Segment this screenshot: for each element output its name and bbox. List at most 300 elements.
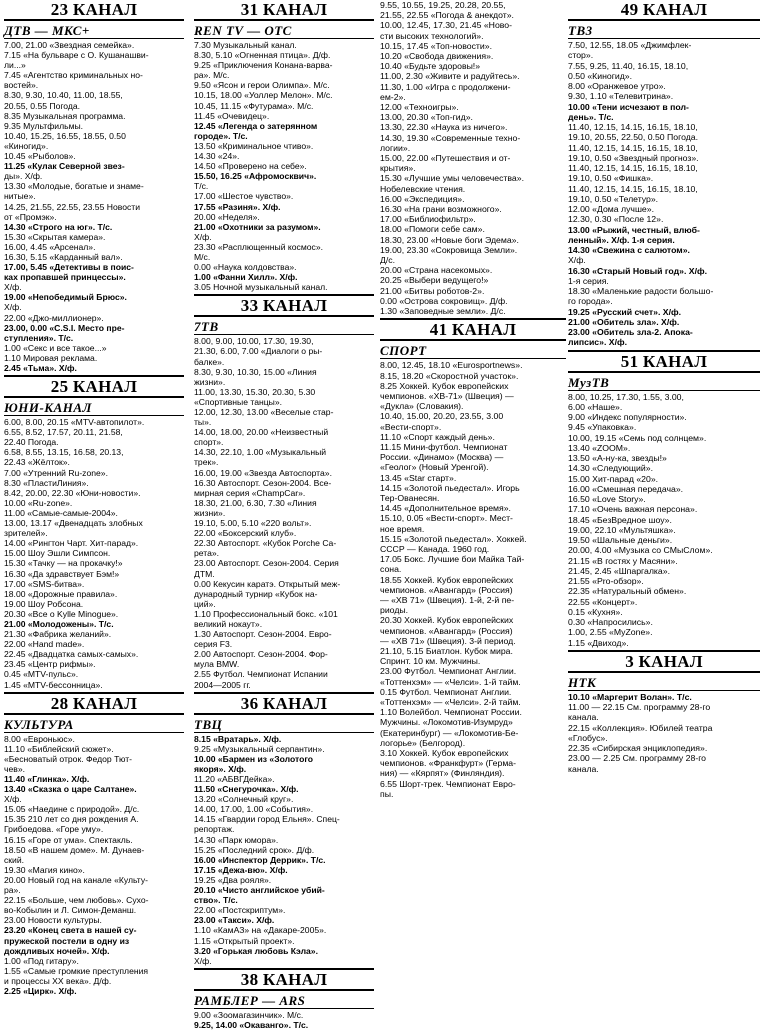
network-name: СПОРТ	[380, 344, 566, 359]
program-line: 16.30 «На грани возможного».	[380, 204, 502, 215]
program-line: 22.30 Автоспорт. «Кубок Porche Ca-	[194, 538, 337, 549]
program-line: канала.	[568, 763, 599, 774]
program-line: 11.40, 12.15, 14.15, 16.15, 18.10,	[568, 142, 698, 153]
program-line: 11.15 Мини-футбол. Чемпионат	[380, 441, 508, 452]
program-line: 14.45 «Дополнительное время».	[380, 503, 511, 514]
program-line: 15.00 Шоу Эшли Симпсон.	[4, 548, 111, 559]
program-line: 1.10 Волейбол. Чемпионат России.	[380, 707, 522, 718]
program-line: 20.00 «Страна насекомых».	[380, 265, 493, 276]
program-line: 19.00, 23.30 «Сокровища Земли».	[380, 244, 518, 255]
program-line: Т/с.	[194, 181, 209, 192]
program-line: ках пропавшей принцессы».	[4, 272, 126, 283]
program-line: 12.00 «Дома лучше».	[568, 204, 655, 214]
channel-section	[4, 375, 184, 690]
program-line: 10.00 «Тени исчезают в пол-	[568, 101, 689, 112]
program-line: 23.00 Футбол. Чемпионат Англии.	[380, 666, 517, 677]
network-name: ЮНИ-КАНАЛ	[4, 401, 184, 416]
program-line: 15.25 «Последний срок». Д/ф.	[194, 844, 315, 855]
program-line: 10.20 «Свобода движения».	[380, 51, 494, 62]
program-line: 1.10 «КамАЗ» на «Дакаре-2005».	[194, 925, 327, 936]
program-line: 14.00, 18.00, 20.00 «Неизвестный	[194, 427, 329, 438]
program-line: 19.25 «Русский счет». Х/ф.	[568, 306, 682, 317]
program-line: 1.10 Мировая реклама.	[4, 352, 98, 363]
program-line: Х/ф.	[194, 955, 212, 966]
program-line: 19.00, 22.10 «Мультяшка».	[568, 524, 676, 535]
program-line: 1.30 «Заповедные земли». Д/с.	[380, 306, 506, 317]
program-line: 10.00 «Бармен из «Золотого	[194, 753, 314, 764]
program-line: 19.25 «Два рояля».	[194, 874, 272, 885]
column-2	[194, 0, 374, 1030]
program-line: 2004—2005 гг.	[194, 679, 251, 690]
program-line: «Вести-спорт».	[380, 421, 442, 432]
program-line: Грибоедова. «Горе уму».	[4, 824, 104, 835]
program-line: востей».	[4, 80, 39, 91]
program-line: 11.25 «Кулак Северной звез-	[4, 161, 125, 172]
program-line: ступления». Т/с.	[4, 332, 74, 343]
program-line: 17.10 «Очень важная персона».	[568, 504, 698, 515]
program-line: 18.45 «БезВредное шоу».	[568, 514, 672, 525]
program-line: «Спортивные танцы».	[194, 396, 283, 407]
program-line: сти высоких технологий».	[380, 30, 484, 41]
program-line: 22.00 «Hand made».	[4, 639, 85, 650]
program-line: ДТМ.	[194, 568, 215, 579]
program-line: 13.30 «Молодые, богатые и знаме-	[4, 181, 144, 192]
program-line: 1-я серия.	[568, 275, 609, 286]
program-line: 13.00, 20.30 «Топ-гид».	[380, 112, 473, 123]
program-line: 22.55 «Концерт».	[568, 596, 638, 607]
program-line: ра».	[4, 885, 21, 896]
program-line: 23.30 «Расплющенный космос».	[194, 241, 324, 252]
program-line: 15.50, 16.25 «Афромосквич».	[194, 171, 317, 182]
program-line: 13.50 «Криминальное чтиво».	[194, 140, 314, 151]
program-line: стор».	[568, 50, 594, 61]
program-line: 14.30 «Следующий».	[568, 463, 653, 474]
program-line: 9.25 «Приключения Конана-варва-	[194, 60, 333, 71]
program-line: 0.00 «Наука колдовства».	[194, 262, 297, 273]
program-line: 7.50, 12.55, 18.05 «Джимфлек-	[568, 40, 692, 50]
network-name: 7ТВ	[194, 320, 374, 335]
program-line: балке».	[194, 356, 225, 367]
program-line: дународный турнир «Кубок на-	[194, 588, 318, 599]
program-line: 11.00 «Самые-самые-2004».	[4, 507, 118, 518]
program-line: риоды.	[380, 605, 409, 616]
program-line: спорт».	[194, 437, 224, 448]
program-line: 18.30, 21.00, 6.30, 7.30 «Линия	[194, 497, 317, 508]
program-line: 16.30 «Да здравствует Бэм!»	[4, 568, 120, 579]
program-line: рета».	[194, 548, 220, 559]
program-line: ленный». Х/ф. 1-я серия.	[568, 234, 675, 245]
network-name: ТВЦ	[194, 718, 374, 733]
program-line: 8.00, 12.45, 18.10 «Eurosportnews».	[380, 360, 523, 371]
channel-header: 33 КАНАЛ	[194, 294, 374, 317]
program-line: 16.00, 19.00 «Звезда Автоспорта».	[194, 467, 332, 478]
program-line: пы.	[380, 788, 394, 799]
program-line: 1.00 «Секс и все такое...»	[4, 342, 107, 353]
program-line: 23.00 Новости культуры.	[4, 915, 102, 926]
program-line: 1.55 «Самые громкие преступления	[4, 965, 149, 976]
program-line: 19.00 «Непобедимый Брюс».	[4, 292, 127, 303]
program-line: 11.45 «Очевидец».	[194, 110, 270, 121]
program-line: мирная серия «ChampCar».	[194, 487, 306, 498]
column-1	[4, 0, 184, 996]
program-line: крытия».	[380, 163, 416, 174]
program-line: 21.30 «Фабрика желаний».	[4, 629, 112, 640]
channel-header: 38 КАНАЛ	[194, 968, 374, 991]
program-line: 9.45 «Упаковка».	[568, 422, 637, 433]
program-line: 19.00 Шоу Робсона.	[4, 598, 84, 609]
column-4	[568, 0, 760, 774]
program-line: го города».	[568, 296, 613, 307]
program-line: великий нокаут».	[194, 618, 263, 629]
program-line: 22.35 «Натуральный обмен».	[568, 586, 687, 597]
program-line: 9.30, 1.10 «Телевитрина».	[568, 91, 674, 102]
program-line: СССР — Канада. 1960 год.	[380, 543, 490, 554]
program-line: 10.40, 15.25, 16.55, 18.55, 0.50	[4, 130, 126, 141]
program-line: 8.30, 9.30, 10.40, 11.00, 18.55,	[4, 90, 123, 101]
program-line: Х/ф.	[4, 282, 22, 293]
program-line: — «ХВ 71» (Швеция). 3-й период.	[380, 635, 516, 646]
channel-header: 3 КАНАЛ	[568, 650, 760, 673]
program-line: чев».	[4, 763, 25, 774]
channel-header: 23 КАНАЛ	[4, 0, 184, 21]
program-line: 11.40, 12.15, 14.15, 16.15, 18.10,	[568, 163, 698, 173]
channel-header: 49 КАНАЛ	[568, 0, 760, 21]
program-line: 20.00 «Неделя».	[194, 211, 260, 222]
program-line: 3.10 Хоккей. Кубок европейских	[380, 748, 509, 759]
program-line: 8.15, 18.20 «Скоростной участок».	[380, 370, 519, 381]
program-line: 18.30 «Маленькие радости большо-	[568, 286, 714, 296]
program-line: 16.30 «Старый Новый год». Х/ф.	[568, 265, 708, 276]
program-line: 19.50 «Шальные деньги».	[568, 535, 673, 545]
program-line: логорье» (Белгород).	[380, 737, 466, 748]
program-line: 18.00 «Помоги себе сам».	[380, 224, 485, 235]
program-line: чемпионов. «Франкфурт» (Герма-	[380, 758, 517, 769]
program-line: 14.50 «Проверено на себе».	[194, 161, 307, 172]
program-line: 14.30, 19.30 «Современные техно-	[380, 132, 521, 143]
program-line: 14.15 «Золотой пьедестал». Игорь	[380, 482, 520, 493]
program-line: 10.40 «Будьте здоровы!»	[380, 61, 481, 72]
program-line: ты».	[194, 417, 212, 428]
channel-section	[194, 692, 374, 966]
program-line: 12.30, 0.30 «После 12».	[568, 214, 664, 225]
program-line: 11.40, 12.15, 14.15, 16.15, 18.10,	[568, 122, 698, 132]
program-line: 8.00, 9.00, 10.00, 17.30, 19.30,	[194, 336, 314, 347]
program-line: 11.10 «Спорт каждый день».	[380, 431, 495, 442]
program-line: Х/ф.	[4, 794, 22, 805]
program-line: 14.00 «Рингтон Чарт. Хит-парад».	[4, 538, 139, 549]
program-line: 9.50 «Ясон и герои Олимпа». М/с.	[194, 80, 330, 91]
program-line: 0.45 «MTV-пульс».	[4, 669, 79, 680]
program-line: 9.25 «Музыкальный серпантин».	[194, 743, 325, 754]
program-line: ем-2».	[380, 91, 406, 102]
channel-section	[194, 294, 374, 689]
program-line: 10.15, 18.00 «Уоллер Мелон». М/с.	[194, 90, 333, 101]
program-line: 20.30 «Все о Kylle Minogue».	[4, 608, 119, 619]
program-line: 20.00, 4.00 «Музыка со СМыСлом».	[568, 545, 713, 556]
program-line: 21.45, 2.45 «Шпаргалка».	[568, 565, 670, 576]
network-name: REN TV — ОТС	[194, 24, 374, 39]
program-line: 1.00, 2.55 «MyZone».	[568, 627, 653, 638]
program-line: 7.55, 9.25, 11.40, 16.15, 18.10,	[568, 60, 689, 71]
program-line: 10.00, 12.45, 17.30, 21.45 «Ново-	[380, 20, 513, 31]
program-line: 16.00 «Инспектор Деррик». Т/с.	[194, 854, 326, 865]
program-line: мула BMW.	[194, 659, 240, 670]
program-line: 2.45 «Тьма». Х/ф.	[4, 363, 77, 373]
program-line: 10.45, 11.15 «Футурама». М/с.	[194, 100, 314, 111]
program-line: 9.55, 10.55, 19.25, 20.28, 20.55,	[380, 0, 506, 10]
program-line: 22.40 Погода.	[4, 437, 59, 448]
channel-section	[194, 968, 374, 1030]
program-line: 13.45 «Star старт».	[380, 472, 457, 483]
program-line: 0.50 «Киногид».	[568, 70, 633, 81]
program-line: 10.45 «Рыболов».	[4, 151, 76, 162]
program-line: 21.10, 5.15 Биатлон. Кубок мира.	[380, 645, 513, 656]
program-line: 11.20 «АБВГДейка».	[194, 774, 275, 784]
program-line: 6.00 «Наше».	[568, 401, 623, 412]
program-line: 16.50 «Love Story».	[568, 494, 646, 504]
channel-section	[568, 350, 760, 648]
program-line: 19.10, 20.55, 22.50, 0.50 Погода.	[568, 132, 699, 143]
program-line: 21.00 «Молодожены». Т/с.	[4, 618, 114, 629]
program-line: 6.55 Шорт-трек. Чемпионат Евро-	[380, 778, 516, 789]
program-line: 14.15 «Гвардии город Ельня». Спец-	[194, 814, 340, 825]
program-line: России. «Динамо» (Москва) —	[380, 452, 504, 463]
program-line: 13.30, 22.30 «Наука из ничего».	[380, 122, 508, 133]
program-line: 15.30 «Лучшие умы человечества».	[380, 173, 525, 184]
program-line: 8.35 Музыкальная программа.	[4, 110, 126, 121]
program-line: 21.00 «Обитель зла». Х/ф.	[568, 316, 680, 327]
program-line: 15.15 «Золотой пьедестал». Хоккей.	[380, 533, 527, 544]
program-line: 7.00, 21.00 «Звездная семейка».	[4, 40, 135, 50]
channel-section	[568, 650, 760, 774]
program-line: 1.45 «MTV-бессонница».	[4, 679, 103, 690]
program-line: чемпионов. «Авангард» (Россия)	[380, 584, 513, 595]
column-3	[380, 0, 566, 799]
network-name: РАМБЛЕР — ARS	[194, 994, 374, 1009]
program-line: (Екатеринбург) — «Локомотив-Бе-	[380, 727, 519, 738]
program-line: «Бесноватый отрок. Федор Тют-	[4, 753, 133, 764]
channel-header: 25 КАНАЛ	[4, 375, 184, 398]
program-line: 7.30 Музыкальный канал.	[194, 40, 297, 50]
network-name: МузТВ	[568, 376, 760, 391]
program-line: 8.30, 5.10 «Огненная птица». Д/ф.	[194, 50, 331, 61]
network-name: НТК	[568, 676, 760, 691]
program-line: 14.30, 22.10, 1.00 «Музыкальный	[194, 447, 327, 458]
program-line: ство». Т/с.	[194, 895, 238, 906]
program-line: 9.25, 14.00 «Окаванго». Т/с.	[194, 1019, 309, 1030]
program-line: 2.00 Автоспорт. Сезон-2004. Фор-	[194, 649, 328, 660]
program-line: чемпионов. «ХВ-71» (Швеция) —	[380, 390, 514, 401]
program-line: «Киногид».	[4, 140, 49, 151]
program-line: 6.58, 8.55, 13.15, 16.58, 20.13,	[4, 447, 124, 458]
program-line: 21.55 «Pro-обзор».	[568, 576, 644, 586]
program-line: 8.00 «Евроньюс».	[4, 733, 75, 744]
program-line: 13.40 «ZOOM».	[568, 442, 631, 453]
program-line: 23.00, 0.00 «C.S.I. Место пре-	[4, 322, 125, 333]
program-line: 21.00 «Битвы роботов-2».	[380, 285, 485, 296]
channel-header: 51 КАНАЛ	[568, 350, 760, 373]
program-line: 8.30 «ПластиЛиния».	[4, 477, 89, 488]
program-line: «Дукла» (Словакия).	[380, 401, 464, 412]
program-line: 2.25 «Цирк». Х/ф.	[4, 985, 77, 996]
program-line: 19.10, 0.50 «Фишка».	[568, 173, 654, 184]
program-line: 22.15 «Больше, чем любовь». Сухо-	[4, 895, 149, 906]
program-line: 19.10, 0.50 «Телетур».	[568, 193, 659, 204]
program-line: 8.42, 20.00, 22.30 «Юни-новости».	[4, 487, 141, 498]
program-line: 14.30 «24».	[194, 151, 240, 162]
program-line: 12.00 «Техноигры».	[380, 102, 459, 113]
program-line: Х/ф.	[194, 231, 212, 242]
program-line: 15.00 Хит-парад «20».	[568, 473, 659, 484]
program-line: 22.35 «Сибирская энциклопедия».	[568, 743, 708, 753]
program-line: зрителей».	[4, 528, 48, 539]
network-name: КУЛЬТУРА	[4, 718, 184, 733]
program-line: «Тоттенхэм» — «Челси». 1-й тайм.	[380, 676, 521, 687]
program-line: Д/с.	[380, 255, 396, 266]
program-line: 6.00, 8.00, 20.15 «MTV-автопилот».	[4, 417, 145, 428]
program-line: 13.40 «Сказка о царе Салтане».	[4, 784, 137, 795]
program-line: 22.45 «Двадцатка самых-самых».	[4, 649, 139, 660]
program-line: 14.30 «Строго на юг». Т/с.	[4, 221, 113, 232]
program-line: 13.20 «Солнечный круг».	[194, 794, 294, 805]
program-line: 22.15 «Коллекция». Юбилей театра	[568, 722, 713, 733]
program-line: Мужчины. «Локомотив-Изумруд»	[380, 717, 513, 728]
program-line: 0.00 Кекусин каратэ. Открытый меж-	[194, 578, 341, 589]
program-line: 12.00, 12.30, 13.00 «Веселые стар-	[194, 407, 334, 417]
program-line: 23.00 Автоспорт. Сезон-2004. Серия	[194, 558, 339, 569]
program-line: 19.30 «Магия кино».	[4, 864, 85, 875]
program-line: сона.	[380, 564, 402, 575]
program-line: 7.00 «Утренний Ru-zone».	[4, 467, 108, 478]
program-line: 17.00 «SMS-битва».	[4, 578, 85, 589]
channel-section	[4, 0, 184, 373]
program-line: 19.10, 5.00, 5.10 «220 вольт».	[194, 518, 312, 529]
program-line: 11.30, 1.00 «Игра с продолжени-	[380, 81, 511, 92]
program-line: «Геолог» (Новый Уренгой).	[380, 462, 489, 473]
program-line: Тер-Ованесян.	[380, 492, 440, 503]
program-line: 11.00 — 22.15 См. программу 28-го	[568, 702, 711, 712]
program-line: 11.50 «Снегурочка». Х/ф.	[194, 784, 299, 795]
program-line: 15.10, 0.05 «Вести-спорт». Мест-	[380, 513, 513, 524]
program-line: 0.30 «Напросились».	[568, 617, 653, 627]
program-line: 23.20 «Конец света в нашей су-	[4, 925, 137, 936]
program-line: 17.55 «Разиня». Х/ф.	[194, 201, 281, 212]
program-line: 16.00 «Смешная передача».	[568, 483, 684, 494]
program-line: 0.15 «Кухня».	[568, 606, 623, 617]
program-line: 20.10 «Чисто английское убий-	[194, 885, 325, 896]
program-line: 0.00 «Острова сокровищ». Д/ф.	[380, 295, 508, 306]
program-line: 10.00 «Ru-zone».	[4, 497, 73, 508]
program-line: «Тоттенхэм» — «Челси». 2-й тайм.	[380, 697, 521, 707]
program-line: 15.30 «Скрытая камера».	[4, 231, 106, 242]
program-line: ли...»	[4, 60, 26, 71]
program-line: 9.35 Мультфильмы.	[4, 120, 84, 131]
program-line: 6.55, 8.52, 17.57, 20.11, 21.58,	[4, 427, 123, 438]
channel-section	[4, 692, 184, 996]
program-line: 11.00, 13.30, 15.30, 20.30, 5.30	[194, 386, 316, 397]
program-line: 8.15 «Вратарь». Х/ф.	[194, 733, 282, 744]
program-line: 21.15 «В гостях у Масяни».	[568, 555, 678, 566]
program-line: 1.15 «Двиход».	[568, 637, 629, 648]
program-line: ное время.	[380, 523, 425, 534]
program-line: 17.00 «Библиофильтр».	[380, 214, 476, 225]
program-line: 19.10, 0.50 «Звездный прогноз».	[568, 152, 699, 163]
program-line: 22.00 «Постскриптум».	[194, 905, 286, 916]
program-line: 11.40 «Глинка». Х/ф.	[4, 774, 90, 784]
program-line: 1.10 Профессиональный бокс. «101	[194, 608, 338, 619]
program-line: 3.05 Ночной музыкальный канал.	[194, 282, 328, 293]
channel-section	[568, 0, 760, 348]
program-line: логии».	[380, 142, 411, 153]
program-line: 11.10 «Библейский сюжет».	[4, 743, 114, 754]
program-line: 8.30, 9.30, 10.30, 15.00 «Линия	[194, 366, 317, 377]
program-line: 18.50 «В нашем доме». М. Дунаев-	[4, 844, 145, 855]
program-line: 7.45 «Агентство криминальных но-	[4, 70, 143, 81]
program-line: 13.50 «А-ну-ка, звезды!»	[568, 453, 667, 463]
program-line: 1.30 Автоспорт. Сезон-2004. Евро-	[194, 629, 332, 640]
channel-header: 41 КАНАЛ	[380, 318, 566, 341]
program-line: 21.55, 22.55 «Погода & анекдот».	[380, 10, 514, 21]
program-line: 16.15 «Горе от ума». Спектакль.	[4, 834, 133, 845]
program-line: 20.00 Новый год на канале «Культу-	[4, 874, 148, 885]
program-line: 10.10 «Маргерит Волан». Т/с.	[568, 691, 692, 702]
program-line: 23.00 «Такси». Х/ф.	[194, 915, 275, 926]
program-line: Х/ф.	[568, 255, 586, 266]
program-line: 21.00 «Охотники за разумом».	[194, 221, 321, 232]
program-line: Спринт. 10 км. Мужчины.	[380, 656, 481, 667]
program-line: 17.00 «Шестое чувство».	[194, 191, 294, 202]
program-line: нитые».	[4, 191, 36, 202]
program-line: 15.30 «Тачку — на прокачку!»	[4, 558, 123, 569]
channel-header: 36 КАНАЛ	[194, 692, 374, 715]
program-line: 23.00 — 2.25 См. программу 28-го	[568, 753, 707, 764]
channel-section	[194, 0, 374, 292]
program-line: 13.00, 13.17 «Двенадцать злобных	[4, 518, 143, 529]
program-line: 20.55, 0.55 Погода.	[4, 100, 81, 111]
program-line: якоря». Х/ф.	[194, 763, 247, 774]
program-line: 1.15 «Открытый проект».	[194, 935, 295, 946]
program-line: 22.00 «Боксерский клуб».	[194, 528, 297, 539]
program-line: жизни».	[194, 507, 226, 518]
program-line: 8.25 Хоккей. Кубок европейских	[380, 380, 509, 391]
program-line: ды». Х/ф.	[4, 171, 43, 182]
program-line: 9.00 «Зоомагазинчик». М/с.	[194, 1009, 304, 1020]
channel-header: 28 КАНАЛ	[4, 692, 184, 715]
program-line: 8.00, 10.25, 17.30, 1.55, 3.00,	[568, 391, 684, 402]
program-line: 14.30 «Парк юмора».	[194, 834, 279, 845]
program-line: 18.55 Хоккей. Кубок европейских	[380, 574, 514, 585]
program-line: «Глобус».	[568, 732, 608, 743]
program-line: 2.55 Футбол. Чемпионат Испании	[194, 669, 328, 680]
program-line: липсис». Х/ф.	[568, 337, 627, 348]
program-line: 10.40, 15.00, 20.20, 23.55, 3.00	[380, 411, 504, 422]
program-line: 16.00, 4.45 «Арсенал».	[4, 241, 96, 252]
program-line: 23.00 «Обитель зла-2. Апока-	[568, 327, 693, 337]
program-line: во-Кобылин и Л. Симон-Деманш.	[4, 905, 137, 916]
program-line: 11.40, 12.15, 14.15, 16.15, 18.10,	[568, 183, 698, 194]
program-line: 23.45 «Центр рифмы».	[4, 659, 96, 670]
program-line: 15.00, 22.00 «Путешествия и от-	[380, 153, 511, 164]
program-line: Х/ф.	[4, 302, 22, 313]
program-line: от «Промэк».	[4, 211, 57, 222]
program-line: 16.30 Автоспорт. Сезон-2004. Все-	[194, 477, 332, 488]
program-line: 17.05 Бокс. Лучшие бои Майка Тай-	[380, 554, 525, 565]
program-line: 16.30, 5.15 «Карданный вал».	[4, 251, 123, 262]
channel-section	[380, 0, 566, 316]
program-line: 12.45 «Легенда о затерянном	[194, 120, 318, 131]
program-line: Нобелевские чтения.	[380, 183, 466, 194]
program-line: ния) — «Кярпят» (Финляндия).	[380, 768, 505, 779]
